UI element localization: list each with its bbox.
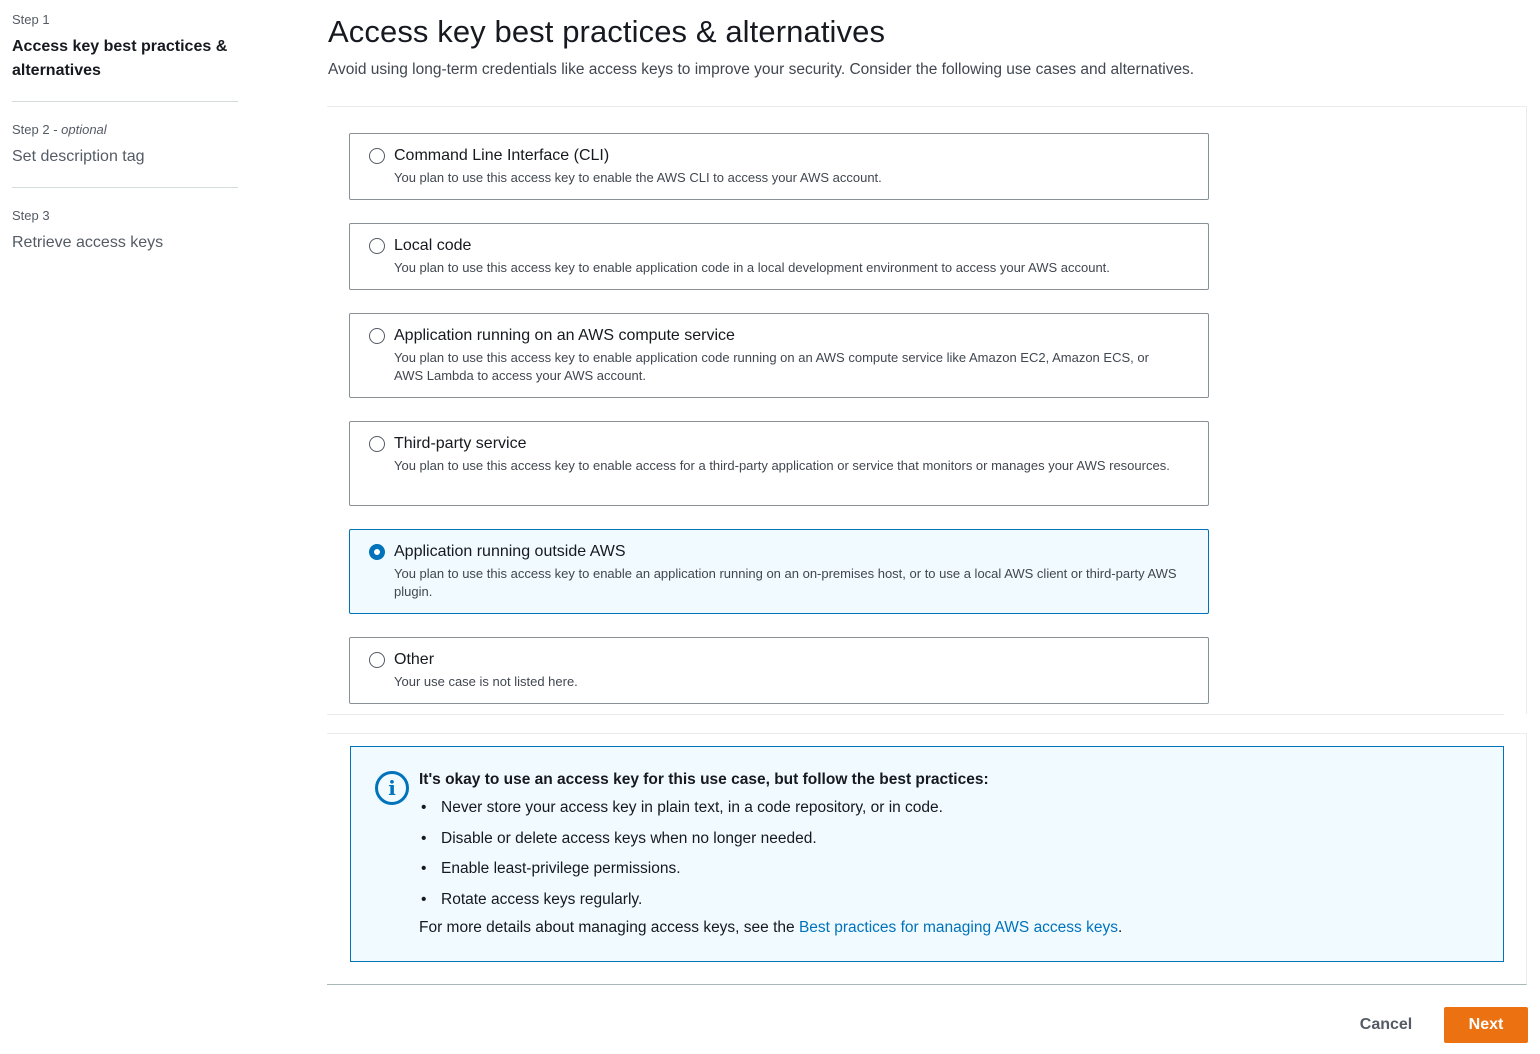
step-2-title: Set description tag (12, 148, 145, 165)
step-1-number: Step 1 (12, 12, 50, 27)
best-practices-list (419, 793, 1483, 915)
wizard-steps (12, 12, 238, 293)
option-other[interactable] (349, 637, 1209, 704)
option-outside-aws[interactable] (349, 529, 1209, 614)
radio-button[interactable] (369, 652, 385, 668)
radio-button[interactable] (369, 238, 385, 254)
option-title: Other (394, 651, 435, 668)
step-1-title: Access key best practices & alternatives (12, 38, 228, 79)
option-description: You plan to use this access key to enable application code running on an AWS compute service like Amazon EC2, Amazon ECS, or AWS Lambda to access your AWS account. (394, 350, 1149, 383)
divider (327, 714, 1504, 715)
option-description: Your use case is not listed here. (394, 674, 578, 689)
option-title: Local code (394, 237, 472, 254)
step-3-title: Retrieve access keys (12, 234, 164, 251)
info-content (419, 771, 1483, 939)
list-item: • Enable least-privilege permissions. (419, 854, 1483, 885)
option-description: You plan to use this access key to enable the AWS CLI to access your AWS account. (394, 170, 882, 185)
info-alert (350, 746, 1504, 962)
option-title: Application running on an AWS compute service (394, 327, 735, 344)
option-description: You plan to use this access key to enable application code in a local development environment to access your AWS account. (394, 260, 1110, 275)
best-practices-link[interactable]: Best practices for managing AWS access keys (798, 919, 1118, 936)
step-3-number: Step 3 (12, 208, 50, 223)
option-description: You plan to use this access key to enable an application running on an on-premises host, or to use a local AWS client or third-party AWS plugin. (394, 566, 1177, 599)
step-2-number: Step 2 - optional (12, 122, 107, 137)
radio-button[interactable] (369, 328, 385, 344)
option-description: You plan to use this access key to enable access for a third-party application or service that monitors or manages your AWS resources. (394, 458, 1170, 473)
option-title: Command Line Interface (CLI) (394, 147, 610, 164)
list-item: • Rotate access keys regularly. (419, 885, 1483, 916)
info-heading: It's okay to use an access key for this use case, but follow the best practices: (419, 771, 989, 788)
option-aws-compute[interactable] (349, 313, 1209, 398)
page-description: Avoid using long-term credentials like access keys to improve your security. Consider the following use cases and alternatives. (328, 61, 1195, 78)
step-3[interactable] (12, 208, 238, 273)
option-cli[interactable] (349, 133, 1209, 200)
option-local-code[interactable] (349, 223, 1209, 290)
step-2-optional: optional (61, 122, 107, 137)
cancel-button[interactable]: Cancel (1345, 1008, 1427, 1042)
radio-button[interactable] (369, 436, 385, 452)
radio-button-selected[interactable] (369, 544, 385, 560)
info-icon: i (375, 771, 409, 805)
more-details: For more details about managing access keys, see the Best practices for managing AWS access keys. (419, 919, 1123, 936)
option-title: Application running outside AWS (394, 543, 626, 560)
use-case-options (327, 106, 1527, 714)
list-item: • Disable or delete access keys when no longer needed. (419, 824, 1483, 855)
step-2[interactable] (12, 122, 238, 188)
radio-button[interactable] (369, 148, 385, 164)
best-practices-card (327, 733, 1527, 985)
list-item: • Never store your access key in plain text, in a code repository, or in code. (419, 793, 1483, 824)
option-third-party[interactable] (349, 421, 1209, 506)
page-title: Access key best practices & alternatives (328, 14, 886, 49)
option-title: Third-party service (394, 435, 527, 452)
next-button[interactable]: Next (1444, 1007, 1528, 1043)
step-1[interactable] (12, 12, 238, 102)
